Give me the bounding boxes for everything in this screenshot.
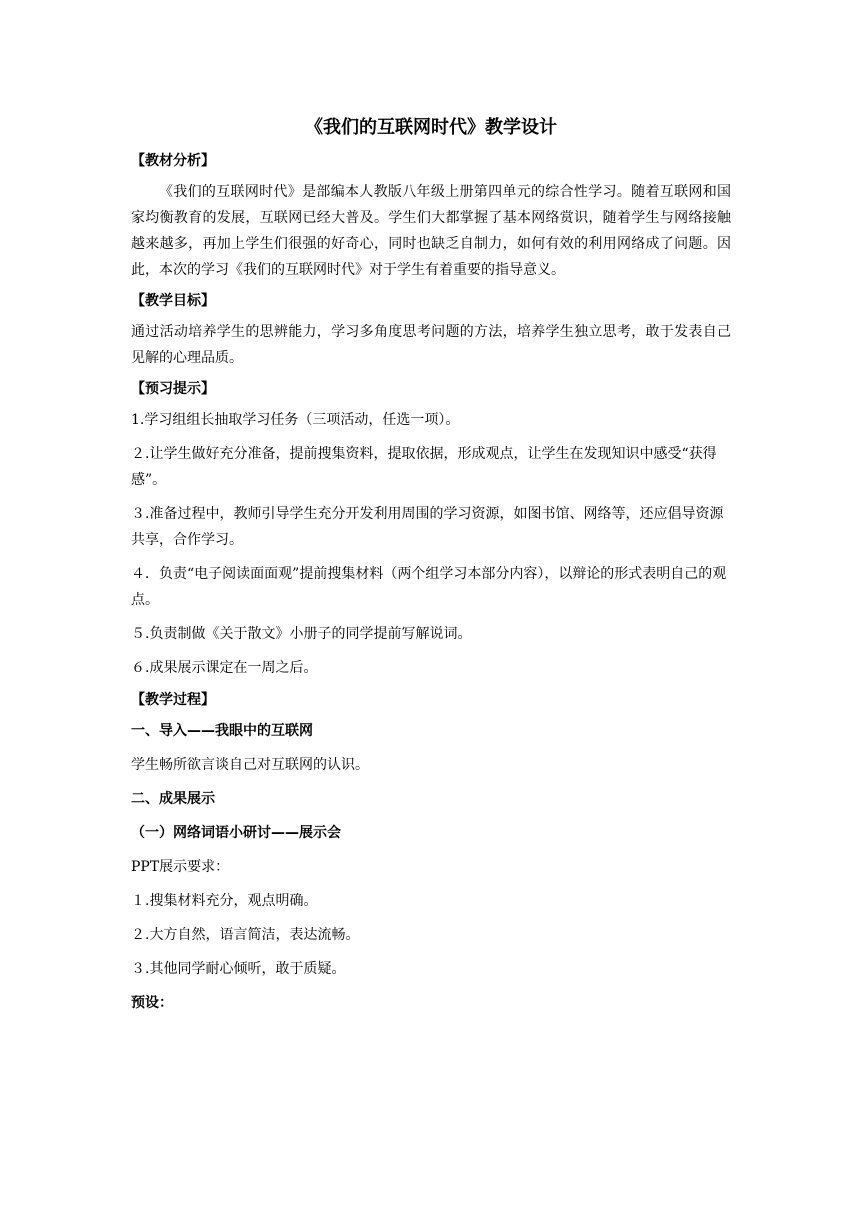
document-content xyxy=(131,114,731,1024)
preview-tip-item: 1.学习组组长抽取学习任务（三项活动，任选一项）。 xyxy=(131,412,460,428)
heading-preview-tips: 【预习提示】 xyxy=(131,381,215,397)
teaching-goals-body: 通过活动培养学生的思辨能力，学习多角度思考问题的方法，培养学生独立思考，敢于发表自己见解的心理品质。 xyxy=(131,324,731,366)
preview-tip-item: ２.让学生做好充分准备，提前搜集资料，提取依据，形成观点，让学生在发现知识中感受“获得感”。 xyxy=(131,446,717,488)
document-title: 《我们的互联网时代》教学设计 xyxy=(305,117,557,138)
preview-tip-item: ４．负责“电子阅读面面观”提前搜集材料（两个组学习本部分内容），以辩论的形式表明自己的观点。 xyxy=(131,566,727,608)
heading-teaching-goals: 【教学目标】 xyxy=(131,293,215,309)
process-part2-heading: 二、成果展示 xyxy=(131,791,215,807)
preview-tip-item: ３.准备过程中，教师引导学生充分开发利用周围的学习资源，如图书馆、网络等，还应倡导资源共享，合作学习。 xyxy=(131,506,724,548)
material-analysis-body: 《我们的互联网时代》是部编本人教版八年级上册第四单元的综合性学习。随着互联网和国家均衡教育的发展，互联网已经大普及。学生们大都掌握了基本网络赏识，随着学生与网络接触越来越多，再加上学生们很强的好奇心，同时也缺乏自制力，如何有效的利用网络成了问题。因此，本次的学习《我们的互联网时代》对于学生有着重要的指导意义。 xyxy=(131,184,731,278)
preset-label: 预设： xyxy=(131,995,173,1011)
requirement-item: ２.大方自然，语言简洁，表达流畅。 xyxy=(131,927,360,943)
requirement-item: ３.其他同学耐心倾听，敢于质疑。 xyxy=(131,961,346,977)
process-part1-body: 学生畅所欲言谈自己对互联网的认识。 xyxy=(131,757,369,773)
process-part1-heading: 一、导入——我眼中的互联网 xyxy=(131,723,313,739)
heading-material-analysis: 【教材分析】 xyxy=(131,153,215,169)
heading-teaching-process: 【教学过程】 xyxy=(131,692,215,708)
preview-tip-item: ６.成果展示课定在一周之后。 xyxy=(131,660,318,676)
requirement-item: １.搜集材料充分，观点明确。 xyxy=(131,893,318,909)
process-sub1-heading: （一）网络词语小研讨——展示会 xyxy=(131,825,341,841)
ppt-requirements-label: PPT展示要求： xyxy=(131,859,230,875)
preview-tip-item: ５.负责制做《关于散文》小册子的同学提前写解说词。 xyxy=(131,626,472,642)
